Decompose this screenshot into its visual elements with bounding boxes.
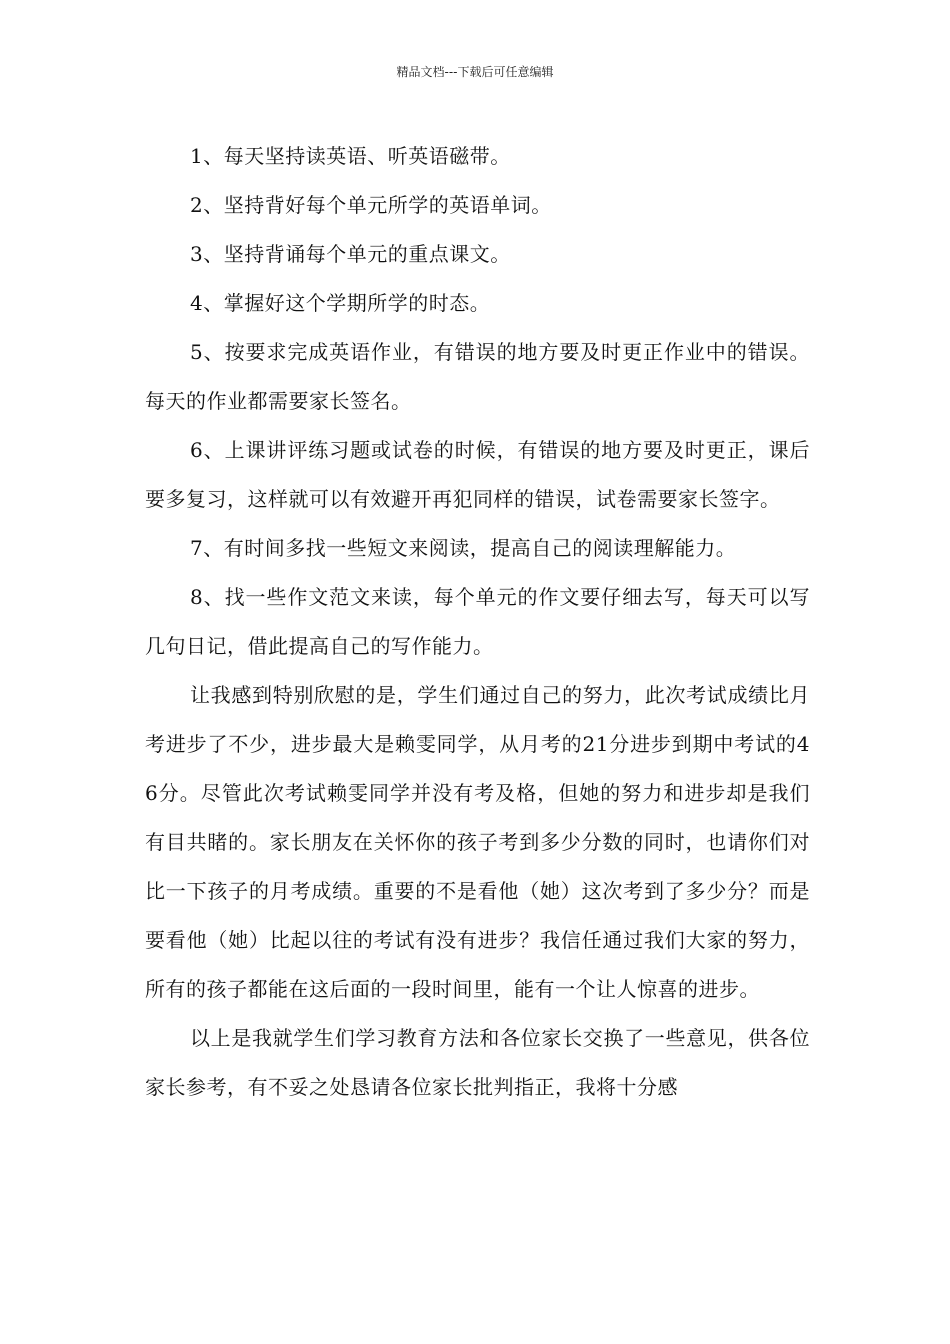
list-item-3: 3、坚持背诵每个单元的重点课文。 [190,242,511,266]
list-item-5: 5、按要求完成英语作业，有错误的地方要及时更正作业中的错误。每天的作业都需要家长签名。 [145,340,810,413]
list-item-4: 4、掌握好这个学期所学的时态。 [190,291,491,315]
document-body [145,132,810,1112]
list-item-7: 7、有时间多找一些短文来阅读，提高自己的阅读理解能力。 [190,536,737,560]
body-paragraph-progress: 让我感到特别欣慰的是，学生们通过自己的努力，此次考试成绩比月考进步了不少，进步最大是赖雯同学，从月考的21分进步到期中考试的46分。尽管此次考试赖雯同学并没有考及格，但她的努力和进步却是我们有目共睹的。家长朋友在关怀你的孩子考到多少分数的同时，也请你们对比一下孩子的月考成绩。重要的不是看他（她）这次考到了多少分？而是要看他（她）比起以往的考试有没有进步？我信任通过我们大家的努力，所有的孩子都能在这后面的一段时间里，能有一个让人惊喜的进步。 [145,683,810,1001]
list-item-6: 6、上课讲评练习题或试卷的时候，有错误的地方要及时更正，课后要多复习，这样就可以有效避开再犯同样的错误，试卷需要家长签字。 [145,438,810,511]
body-paragraph-closing: 以上是我就学生们学习教育方法和各位家长交换了一些意见，供各位家长参考，有不妥之处恳请各位家长批判指正，我将十分感 [145,1026,810,1099]
list-item-2: 2、坚持背好每个单元所学的英语单词。 [190,193,552,217]
list-item-1: 1、每天坚持读英语、听英语磁带。 [190,144,511,168]
list-item-8: 8、找一些作文范文来读，每个单元的作文要仔细去写，每天可以写几句日记，借此提高自己的写作能力。 [145,585,810,658]
page-header: 精品文档---下载后可任意编辑 [396,65,554,79]
